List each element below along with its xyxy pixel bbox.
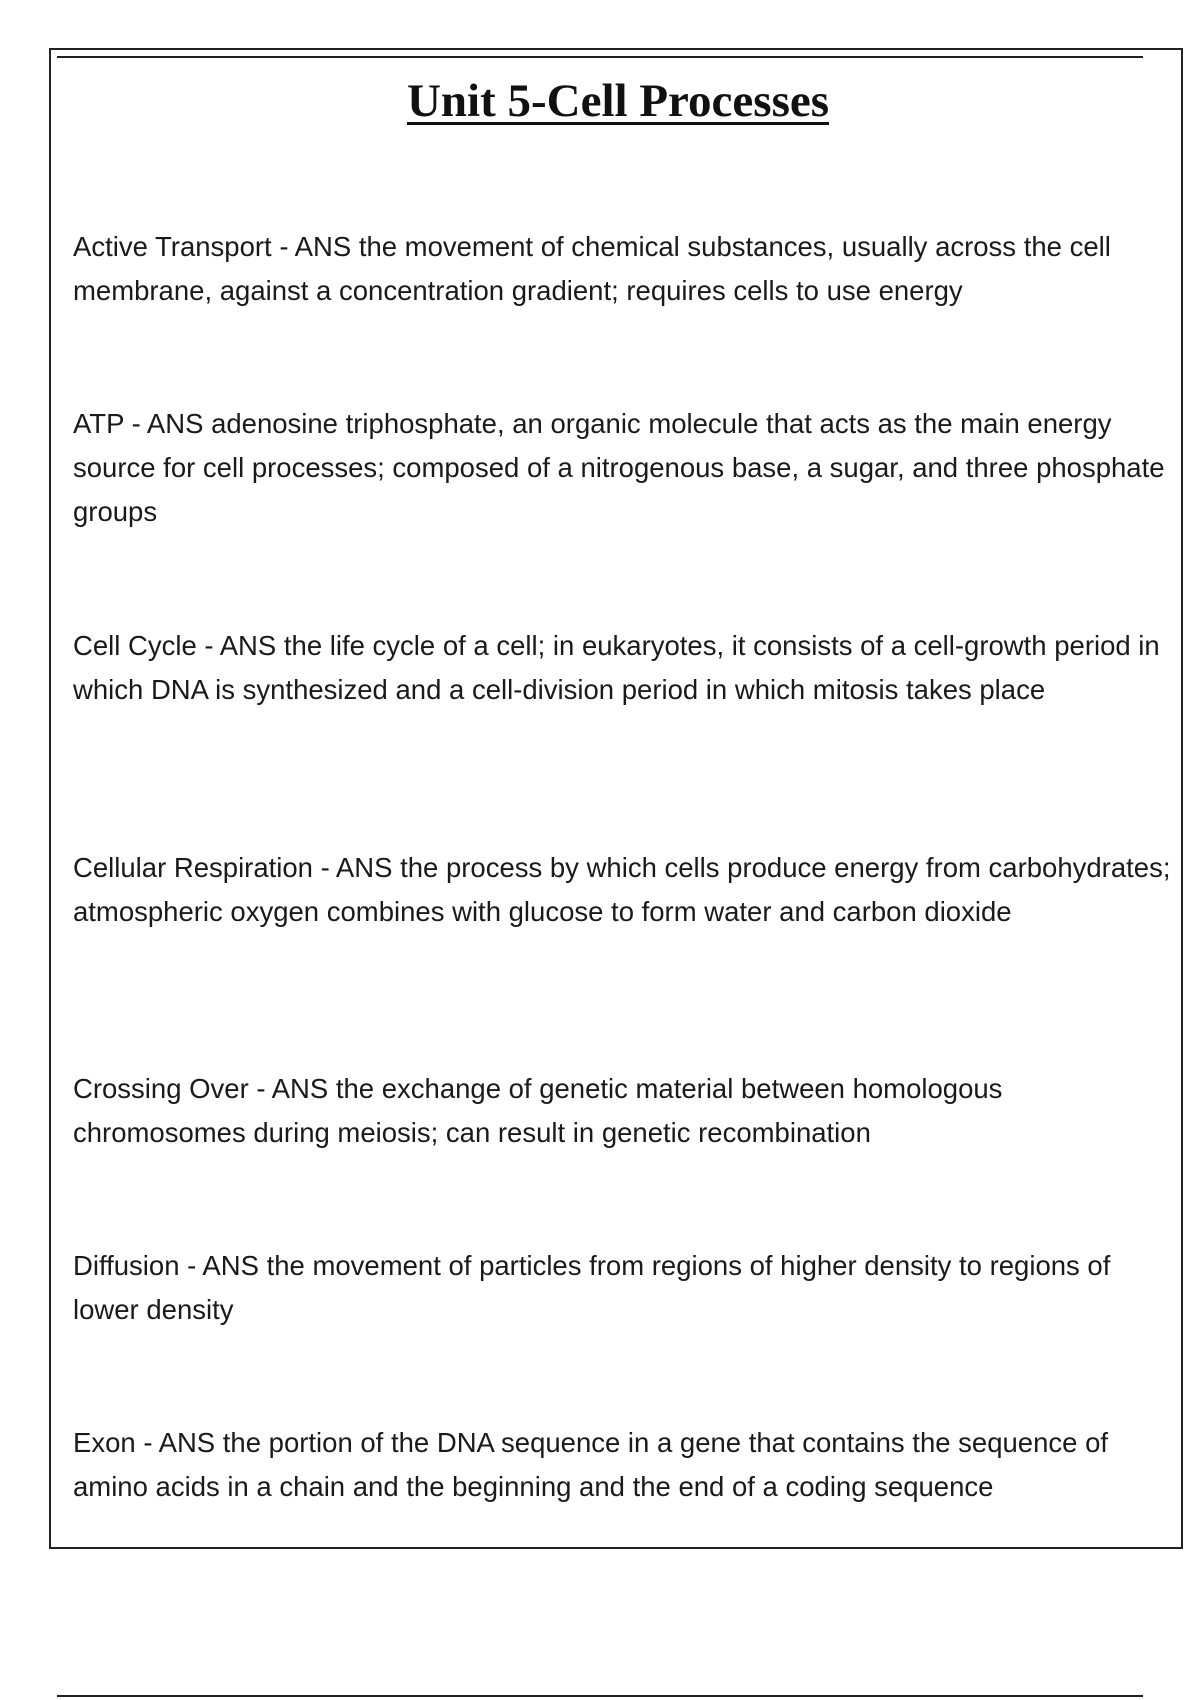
glossary-entry xyxy=(73,225,1173,313)
entry-definition: the movement of particles from regions of higher density to regions of lower density xyxy=(73,1250,1111,1325)
entry-term: Crossing Over xyxy=(73,1073,249,1104)
page-title: Unit 5-Cell Processes xyxy=(406,75,830,127)
entry-definition: the exchange of genetic material between homologous chromosomes during meiosis; can result in genetic recombination xyxy=(73,1073,1003,1148)
glossary-entry xyxy=(73,624,1173,712)
entry-separator: - ANS xyxy=(271,231,359,262)
glossary-entry xyxy=(73,1067,1173,1155)
entry-term: Diffusion xyxy=(73,1250,180,1281)
entry-definition: the movement of chemical substances, usually across the cell membrane, against a concentration gradient; requires cells to use energy xyxy=(73,231,1111,306)
entry-term: Exon xyxy=(73,1427,136,1458)
entry-definition: the portion of the DNA sequence in a gene that contains the sequence of amino acids in a chain and the beginning and the end of a coding sequence xyxy=(73,1427,1109,1502)
entry-separator: - ANS xyxy=(135,1427,223,1458)
entry-definition: adenosine triphosphate, an organic molecule that acts as the main energy source for cell processes; composed of a nitrogenous base, a sugar, and three phosphate groups xyxy=(73,408,1165,527)
footer-rule xyxy=(57,1695,1143,1697)
entry-term: Active Transport xyxy=(73,231,272,262)
entry-term: Cell Cycle xyxy=(73,630,197,661)
glossary-entry xyxy=(73,846,1173,934)
entry-separator: - ANS xyxy=(248,1073,336,1104)
header-rule xyxy=(57,56,1143,58)
entry-separator: - ANS xyxy=(312,852,401,883)
entry-term: ATP xyxy=(73,408,124,439)
entry-separator: - ANS xyxy=(196,630,284,661)
entry-definition: the life cycle of a cell; in eukaryotes, it consists of a cell-growth period in which DNA is synthesized and a cell-division period in which mitosis takes place xyxy=(73,630,1160,705)
entry-definition: the process by which cells produce energy from carbohydrates; atmospheric oxygen combines with glucose to form water and carbon dioxide xyxy=(73,852,1171,927)
entry-term: Cellular Respiration xyxy=(73,852,313,883)
glossary-entry xyxy=(73,402,1173,534)
entry-separator: - ANS xyxy=(123,408,212,439)
glossary-entry xyxy=(73,1421,1173,1509)
entry-separator: - ANS xyxy=(179,1250,267,1281)
glossary-entry xyxy=(73,1244,1173,1332)
